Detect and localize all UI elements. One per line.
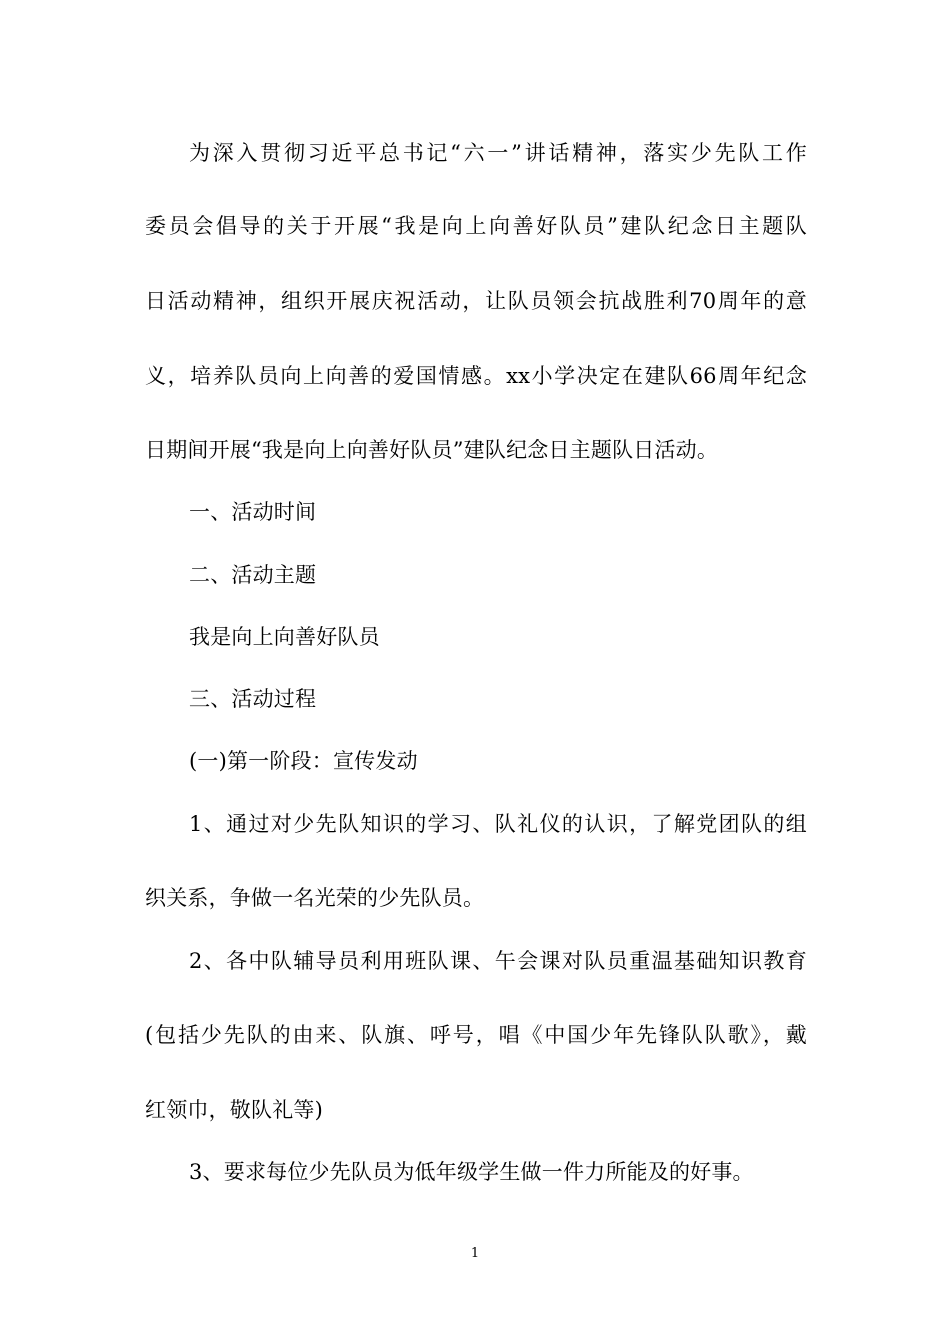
item-3-line: 3、要求每位少先队员为低年级学生做一件力所能及的好事。 (189, 1160, 754, 1184)
section-2-heading: 二、活动主题 (189, 563, 317, 587)
item-1-line-1: 1、通过对少先队知识的学习、队礼仪的认识，了解党团队的组 (189, 812, 807, 836)
intro-line-5: 日期间开展“我是向上向善好队员”建队纪念日主题队日活动。 (145, 438, 719, 462)
item-2-line-1: 2、各中队辅导员利用班队课、午会课对队员重温基础知识教育 (189, 949, 807, 973)
intro-line-4: 义，培养队员向上向善的爱国情感。xx小学决定在建队66周年纪念 (145, 364, 807, 388)
page-number: 1 (470, 1246, 480, 1261)
intro-line-2: 委员会倡导的关于开展“我是向上向善好队员”建队纪念日主题队 (145, 214, 807, 238)
intro-line-3: 日活动精神，组织开展庆祝活动，让队员领会抗战胜利70周年的意 (145, 289, 807, 313)
item-2-line-3: 红领巾，敬队礼等) (145, 1098, 323, 1122)
item-2-line-2: (包括少先队的由来、队旗、呼号，唱《中国少年先锋队队歌》，戴 (145, 1023, 807, 1047)
stage-1-heading: (一)第一阶段：宣传发动 (189, 749, 418, 773)
section-3-heading: 三、活动过程 (189, 687, 317, 711)
item-1-line-2: 织关系，争做一名光荣的少先队员。 (145, 886, 485, 910)
section-1-heading: 一、活动时间 (189, 500, 317, 524)
intro-line-1: 为深入贯彻习近平总书记“六一”讲话精神，落实少先队工作 (189, 141, 807, 165)
section-2-body: 我是向上向善好队员 (189, 625, 380, 649)
